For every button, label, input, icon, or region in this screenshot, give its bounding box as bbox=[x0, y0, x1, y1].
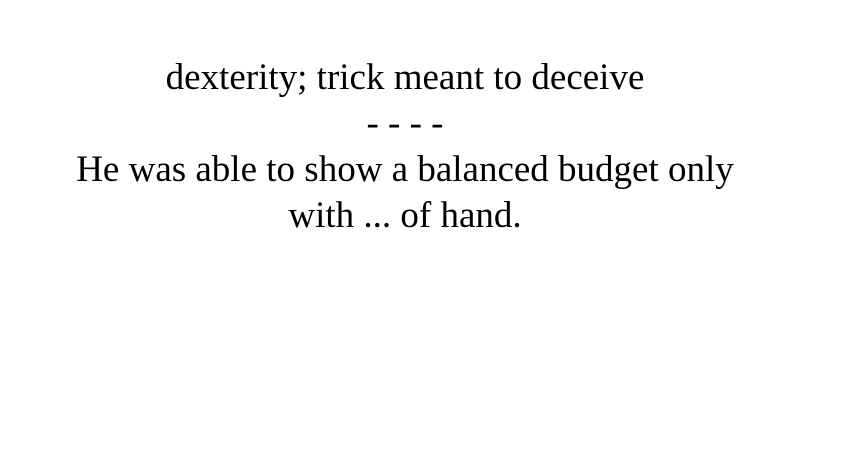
separator: - - - - bbox=[366, 103, 444, 144]
definition-text: dexterity; trick meant to deceive bbox=[165, 57, 645, 98]
example-line-2: with ... of hand. bbox=[288, 195, 522, 236]
example-sentence bbox=[0, 147, 810, 239]
example-line-1: He was able to show a balanced budget only bbox=[76, 149, 734, 190]
